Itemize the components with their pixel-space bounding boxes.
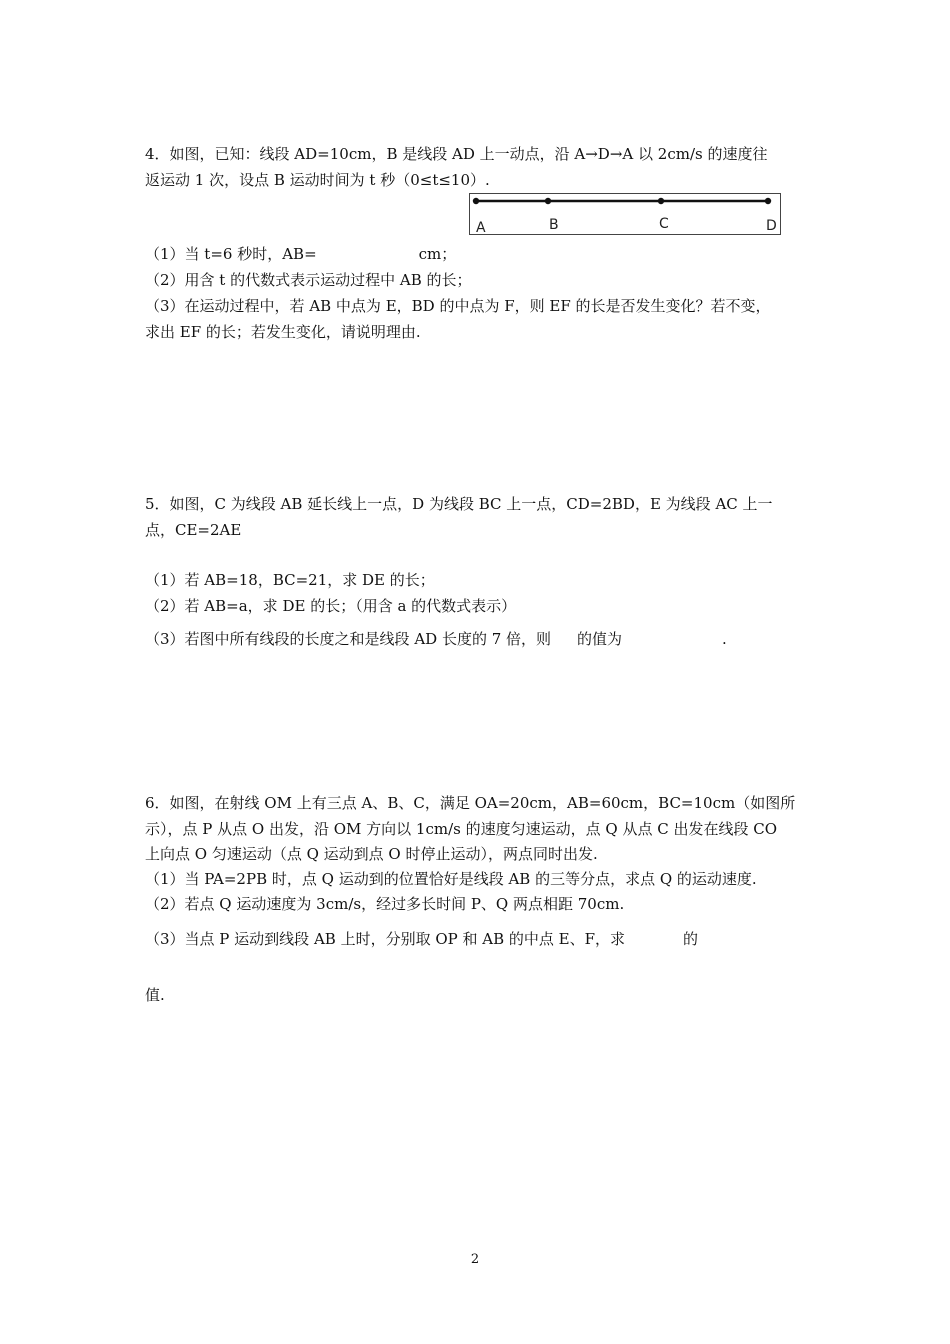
page-number: 2 xyxy=(470,1252,480,1267)
point-d-label: D xyxy=(766,218,777,234)
q4-part1-unit: cm； xyxy=(418,245,457,263)
point-b-label: B xyxy=(549,217,559,233)
q4-statement-line2: 返运动 1 次，设点 B 运动时间为 t 秒（0≤t≤10）. xyxy=(145,171,490,189)
q5-part3-period: . xyxy=(722,630,727,648)
q4-segment-figure xyxy=(469,193,781,235)
q6-statement-line2: 示），点 P 从点 O 出发，沿 OM 方向以 1cm/s 的速度匀速运动，点 Q 从点 C 出发在线段 CO xyxy=(145,820,778,838)
q6-statement-line3: 上向点 O 匀速运动（点 Q 运动到点 O 时停止运动），两点同时出发. xyxy=(145,845,598,863)
q5-part3 xyxy=(145,629,727,649)
q6-part3 xyxy=(145,929,698,949)
point-a-dot xyxy=(473,198,479,204)
q4-statement-line1: 4．如图，已知：线段 AD=10cm，B 是线段 AD 上一动点，沿 A→D→A 以 2cm/s 的速度往 xyxy=(145,145,768,163)
q6-part1: （1）当 PA=2PB 时，点 Q 运动到的位置恰好是线段 AB 的三等分点，求点 Q 的运动速度. xyxy=(145,870,757,888)
q5-part1: （1）若 AB=18，BC=21，求 DE 的长； xyxy=(145,571,435,589)
q4-part2: （2）用含 t 的代数式表示运动过程中 AB 的长； xyxy=(145,271,472,289)
point-b-dot xyxy=(545,198,551,204)
q5-statement-line2: 点，CE=2AE xyxy=(145,521,242,539)
q5-part3-text: （3）若图中所有线段的长度之和是线段 AD 长度的 7 倍，则 xyxy=(145,630,552,648)
q5-part3-value-label: 的值为 xyxy=(577,630,623,648)
point-c-label: C xyxy=(659,216,669,232)
q5-part2: （2）若 AB=a，求 DE 的长；（用含 a 的代数式表示） xyxy=(145,597,517,615)
q6-part3-de: 的 xyxy=(683,930,699,948)
q6-part3-value: 值. xyxy=(145,986,165,1004)
q4-part3-line1: （3）在运动过程中，若 AB 中点为 E，BD 的中点为 F，则 EF 的长是否发生变化？若不变， xyxy=(145,297,771,315)
point-d-dot xyxy=(765,198,771,204)
q6-part2: （2）若点 Q 运动速度为 3cm/s，经过多长时间 P、Q 两点相距 70cm. xyxy=(145,895,625,913)
q4-part1 xyxy=(145,244,456,264)
q6-part3-text: （3）当点 P 运动到线段 AB 上时，分别取 OP 和 AB 的中点 E、F，求 xyxy=(145,930,626,948)
q4-part1-text: （1）当 t=6 秒时，AB= xyxy=(145,245,317,263)
q5-statement-line1: 5．如图，C 为线段 AB 延长线上一点，D 为线段 BC 上一点，CD=2BD，E 为线段 AC 上一 xyxy=(145,495,773,513)
point-a-label: A xyxy=(476,220,486,234)
q6-statement-line1: 6．如图，在射线 OM 上有三点 A、B、C，满足 OA=20cm，AB=60cm，BC=10cm（如图所 xyxy=(145,794,796,812)
point-c-dot xyxy=(658,198,664,204)
q4-part3-line2: 求出 EF 的长；若发生变化，请说明理由. xyxy=(145,323,421,341)
segment-diagram xyxy=(470,194,780,234)
